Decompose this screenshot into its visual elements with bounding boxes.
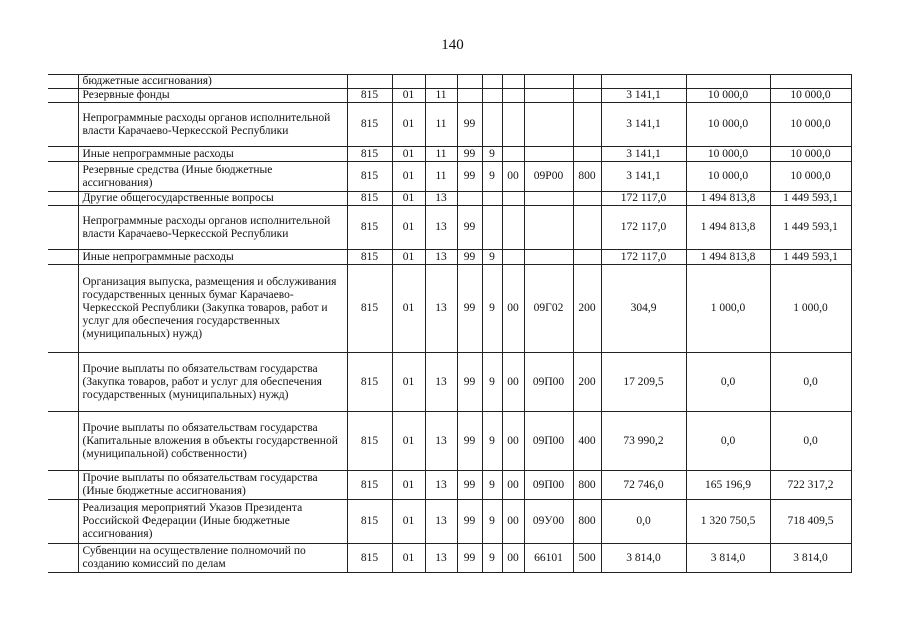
table-row — [48, 265, 851, 353]
target-article-cell — [524, 206, 573, 250]
row-name-cell: Иные непрограммные расходы — [78, 250, 347, 265]
direction-code-cell: 00 — [502, 544, 524, 573]
target-article-cell: 09Г02 — [524, 265, 573, 353]
amount-year1-cell: 172 117,0 — [601, 192, 686, 206]
expense-type-cell: 800 — [573, 471, 601, 500]
section-code-cell: 01 — [392, 250, 425, 265]
ministry-code-cell: 815 — [347, 353, 392, 412]
program-code-cell: 99 — [457, 353, 482, 412]
program-code-cell: 99 — [457, 147, 482, 162]
section-code-cell: 01 — [392, 353, 425, 412]
table-row — [48, 544, 851, 573]
amount-year1-cell: 304,9 — [601, 265, 686, 353]
expense-type-cell: 800 — [573, 162, 601, 192]
subsection-code-cell: 13 — [425, 250, 457, 265]
section-code-cell: 01 — [392, 147, 425, 162]
table-row — [48, 206, 851, 250]
subprogram-code-cell: 9 — [482, 471, 502, 500]
subprogram-code-cell — [482, 192, 502, 206]
target-article-cell: 09У00 — [524, 500, 573, 544]
program-code-cell: 99 — [457, 103, 482, 147]
expense-type-cell — [573, 89, 601, 103]
amount-year3-cell — [770, 75, 851, 89]
subprogram-code-cell: 9 — [482, 544, 502, 573]
section-code-cell: 01 — [392, 206, 425, 250]
budget-table — [48, 74, 852, 573]
direction-code-cell — [502, 250, 524, 265]
amount-year3-cell: 10 000,0 — [770, 162, 851, 192]
section-code-cell: 01 — [392, 500, 425, 544]
program-code-cell — [457, 89, 482, 103]
row-name-cell: Иные непрограммные расходы — [78, 147, 347, 162]
row-lead-cell — [48, 103, 78, 147]
target-article-cell — [524, 147, 573, 162]
target-article-cell: 09П00 — [524, 412, 573, 471]
expense-type-cell — [573, 75, 601, 89]
ministry-code-cell: 815 — [347, 500, 392, 544]
subsection-code-cell: 13 — [425, 353, 457, 412]
row-lead-cell — [48, 500, 78, 544]
row-lead-cell — [48, 162, 78, 192]
amount-year3-cell: 10 000,0 — [770, 147, 851, 162]
row-lead-cell — [48, 265, 78, 353]
program-code-cell — [457, 192, 482, 206]
ministry-code-cell: 815 — [347, 103, 392, 147]
subprogram-code-cell — [482, 206, 502, 250]
ministry-code-cell: 815 — [347, 471, 392, 500]
row-lead-cell — [48, 412, 78, 471]
section-code-cell: 01 — [392, 162, 425, 192]
amount-year3-cell: 1 449 593,1 — [770, 192, 851, 206]
subsection-code-cell: 13 — [425, 265, 457, 353]
amount-year1-cell — [601, 75, 686, 89]
target-article-cell — [524, 103, 573, 147]
row-lead-cell — [48, 75, 78, 89]
row-name-cell: Прочие выплаты по обязательствам государства (Закупка товаров, работ и услуг для обеспечения государственных (муниципальных) нужд) — [78, 353, 347, 412]
table-row — [48, 412, 851, 471]
expense-type-cell — [573, 192, 601, 206]
target-article-cell: 09П00 — [524, 353, 573, 412]
ministry-code-cell: 815 — [347, 192, 392, 206]
row-name-cell: Непрограммные расходы органов исполнительной власти Карачаево-Черкесской Республики — [78, 103, 347, 147]
expense-type-cell: 200 — [573, 353, 601, 412]
amount-year1-cell: 0,0 — [601, 500, 686, 544]
amount-year3-cell: 1 449 593,1 — [770, 250, 851, 265]
target-article-cell: 09П00 — [524, 471, 573, 500]
direction-code-cell: 00 — [502, 162, 524, 192]
subsection-code-cell: 11 — [425, 89, 457, 103]
subprogram-code-cell: 9 — [482, 147, 502, 162]
ministry-code-cell: 815 — [347, 412, 392, 471]
row-lead-cell — [48, 471, 78, 500]
amount-year3-cell: 3 814,0 — [770, 544, 851, 573]
ministry-code-cell: 815 — [347, 544, 392, 573]
row-name-cell: Прочие выплаты по обязательствам государства (Капитальные вложения в объекты государственной (муниципальной) собственности) — [78, 412, 347, 471]
amount-year1-cell: 73 990,2 — [601, 412, 686, 471]
expense-type-cell: 500 — [573, 544, 601, 573]
row-name-cell: Другие общегосударственные вопросы — [78, 192, 347, 206]
amount-year2-cell: 0,0 — [686, 412, 770, 471]
row-name-cell: Резервные фонды — [78, 89, 347, 103]
subsection-code-cell: 13 — [425, 206, 457, 250]
subsection-code-cell: 13 — [425, 471, 457, 500]
amount-year1-cell: 3 141,1 — [601, 89, 686, 103]
row-name-cell: Резервные средства (Иные бюджетные ассигнования) — [78, 162, 347, 192]
subprogram-code-cell: 9 — [482, 265, 502, 353]
row-lead-cell — [48, 544, 78, 573]
expense-type-cell — [573, 250, 601, 265]
direction-code-cell — [502, 103, 524, 147]
subsection-code-cell: 11 — [425, 147, 457, 162]
target-article-cell: 66101 — [524, 544, 573, 573]
target-article-cell — [524, 192, 573, 206]
direction-code-cell — [502, 192, 524, 206]
ministry-code-cell: 815 — [347, 89, 392, 103]
direction-code-cell: 00 — [502, 500, 524, 544]
row-name-cell: Реализация мероприятий Указов Президента Российской Федерации (Иные бюджетные ассигнования) — [78, 500, 347, 544]
subsection-code-cell: 13 — [425, 500, 457, 544]
amount-year3-cell: 722 317,2 — [770, 471, 851, 500]
amount-year1-cell: 3 141,1 — [601, 103, 686, 147]
amount-year3-cell: 1 449 593,1 — [770, 206, 851, 250]
expense-type-cell: 400 — [573, 412, 601, 471]
program-code-cell: 99 — [457, 544, 482, 573]
amount-year1-cell: 3 814,0 — [601, 544, 686, 573]
table-row — [48, 147, 851, 162]
subprogram-code-cell — [482, 75, 502, 89]
subsection-code-cell — [425, 75, 457, 89]
section-code-cell — [392, 75, 425, 89]
expense-type-cell — [573, 103, 601, 147]
program-code-cell: 99 — [457, 412, 482, 471]
program-code-cell: 99 — [457, 162, 482, 192]
section-code-cell: 01 — [392, 544, 425, 573]
amount-year1-cell: 172 117,0 — [601, 250, 686, 265]
amount-year3-cell: 718 409,5 — [770, 500, 851, 544]
row-lead-cell — [48, 192, 78, 206]
program-code-cell — [457, 75, 482, 89]
expense-type-cell — [573, 147, 601, 162]
ministry-code-cell: 815 — [347, 162, 392, 192]
row-name-cell: Субвенции на осуществление полномочий по созданию комиссий по делам — [78, 544, 347, 573]
ministry-code-cell: 815 — [347, 147, 392, 162]
direction-code-cell: 00 — [502, 353, 524, 412]
row-lead-cell — [48, 89, 78, 103]
amount-year2-cell: 10 000,0 — [686, 103, 770, 147]
section-code-cell: 01 — [392, 471, 425, 500]
subprogram-code-cell: 9 — [482, 500, 502, 544]
subprogram-code-cell: 9 — [482, 250, 502, 265]
table-row — [48, 192, 851, 206]
target-article-cell — [524, 250, 573, 265]
subsection-code-cell: 13 — [425, 544, 457, 573]
subsection-code-cell: 13 — [425, 192, 457, 206]
amount-year2-cell: 10 000,0 — [686, 162, 770, 192]
target-article-cell — [524, 75, 573, 89]
direction-code-cell: 00 — [502, 265, 524, 353]
expense-type-cell: 800 — [573, 500, 601, 544]
direction-code-cell — [502, 89, 524, 103]
amount-year1-cell: 3 141,1 — [601, 147, 686, 162]
amount-year1-cell: 17 209,5 — [601, 353, 686, 412]
direction-code-cell: 00 — [502, 412, 524, 471]
row-name-cell: Непрограммные расходы органов исполнительной власти Карачаево-Черкесской Республики — [78, 206, 347, 250]
table-row — [48, 162, 851, 192]
amount-year2-cell: 10 000,0 — [686, 147, 770, 162]
target-article-cell: 09Р00 — [524, 162, 573, 192]
row-lead-cell — [48, 206, 78, 250]
subprogram-code-cell: 9 — [482, 412, 502, 471]
amount-year2-cell — [686, 75, 770, 89]
subprogram-code-cell — [482, 89, 502, 103]
program-code-cell: 99 — [457, 206, 482, 250]
amount-year2-cell: 1 320 750,5 — [686, 500, 770, 544]
subprogram-code-cell: 9 — [482, 162, 502, 192]
amount-year2-cell: 0,0 — [686, 353, 770, 412]
program-code-cell: 99 — [457, 471, 482, 500]
section-code-cell: 01 — [392, 89, 425, 103]
program-code-cell: 99 — [457, 250, 482, 265]
table-row — [48, 103, 851, 147]
section-code-cell: 01 — [392, 265, 425, 353]
section-code-cell: 01 — [392, 103, 425, 147]
table-row — [48, 89, 851, 103]
page-number: 140 — [441, 37, 464, 53]
amount-year2-cell: 3 814,0 — [686, 544, 770, 573]
amount-year2-cell: 1 494 813,8 — [686, 250, 770, 265]
row-lead-cell — [48, 147, 78, 162]
subprogram-code-cell — [482, 103, 502, 147]
direction-code-cell — [502, 147, 524, 162]
ministry-code-cell: 815 — [347, 250, 392, 265]
expense-type-cell — [573, 206, 601, 250]
table-row — [48, 353, 851, 412]
amount-year2-cell: 1 494 813,8 — [686, 206, 770, 250]
amount-year3-cell: 1 000,0 — [770, 265, 851, 353]
section-code-cell: 01 — [392, 192, 425, 206]
amount-year2-cell: 10 000,0 — [686, 89, 770, 103]
row-lead-cell — [48, 353, 78, 412]
row-lead-cell — [48, 250, 78, 265]
table-row — [48, 250, 851, 265]
subprogram-code-cell: 9 — [482, 353, 502, 412]
program-code-cell: 99 — [457, 500, 482, 544]
amount-year3-cell: 0,0 — [770, 353, 851, 412]
direction-code-cell — [502, 75, 524, 89]
amount-year2-cell: 165 196,9 — [686, 471, 770, 500]
ministry-code-cell: 815 — [347, 265, 392, 353]
row-name-cell: Организация выпуска, размещения и обслуживания государственных ценных бумаг Карачаево-Черкесской Республики (Закупка товаров, работ и услуг для обеспечения государственных (муниципальных) нужд) — [78, 265, 347, 353]
program-code-cell: 99 — [457, 265, 482, 353]
ministry-code-cell — [347, 75, 392, 89]
direction-code-cell: 00 — [502, 471, 524, 500]
amount-year3-cell: 0,0 — [770, 412, 851, 471]
row-name-cell: бюджетные ассигнования) — [78, 75, 347, 89]
expense-type-cell: 200 — [573, 265, 601, 353]
table-row — [48, 75, 851, 89]
section-code-cell: 01 — [392, 412, 425, 471]
table-row — [48, 471, 851, 500]
amount-year1-cell: 3 141,1 — [601, 162, 686, 192]
subsection-code-cell: 11 — [425, 103, 457, 147]
amount-year2-cell: 1 494 813,8 — [686, 192, 770, 206]
subsection-code-cell: 11 — [425, 162, 457, 192]
amount-year1-cell: 72 746,0 — [601, 471, 686, 500]
table-row — [48, 500, 851, 544]
amount-year2-cell: 1 000,0 — [686, 265, 770, 353]
target-article-cell — [524, 89, 573, 103]
amount-year3-cell: 10 000,0 — [770, 103, 851, 147]
subsection-code-cell: 13 — [425, 412, 457, 471]
row-name-cell: Прочие выплаты по обязательствам государства (Иные бюджетные ассигнования) — [78, 471, 347, 500]
budget-table-body — [48, 75, 851, 573]
direction-code-cell — [502, 206, 524, 250]
amount-year3-cell: 10 000,0 — [770, 89, 851, 103]
amount-year1-cell: 172 117,0 — [601, 206, 686, 250]
ministry-code-cell: 815 — [347, 206, 392, 250]
